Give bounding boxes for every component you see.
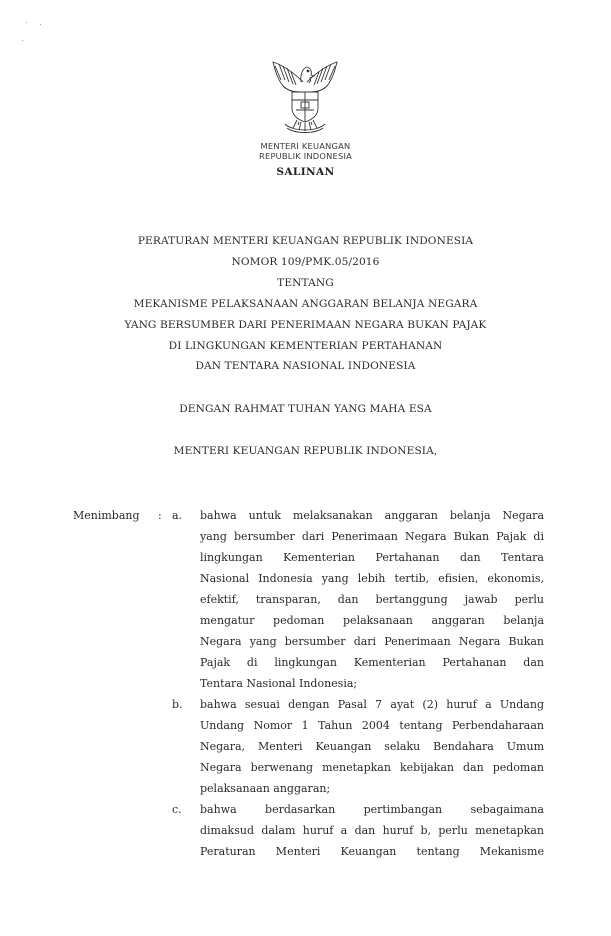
salinan-label: SALINAN [276,166,335,178]
rahmat-line: DENGAN RAHMAT TUHAN YANG MAHA ESA [179,403,432,415]
subject-line-2: YANG BERSUMBER DARI PENERIMAAN NEGARA BUKAN PAJAK [124,319,487,331]
item-b-line: Negara, Menteri Keuangan selaku Bendahara Umum [200,740,544,753]
item-a-line: Nasional Indonesia yang lebih tertib, efisien, ekonomis, [200,572,544,585]
item-b-line: pelaksanaan anggaran; [200,782,331,795]
item-a-line: efektif, transparan, dan bertanggung jawab perlu [200,593,544,606]
ministry-line-1: MENTERI KEUANGAN [260,141,351,151]
item-marker: b. [172,698,183,711]
regulation-title: PERATURAN MENTERI KEUANGAN REPUBLIK INDONESIA [137,235,474,247]
item-b-line: bahwa sesuai dengan Pasal 7 ayat (2) huruf a Undang [200,698,544,711]
item-a-line: Tentara Nasional Indonesia; [200,677,358,690]
menimbang-label: Menimbang [73,509,140,522]
item-a-line: yang bersumber dari Penerimaan Negara Bukan Pajak di [200,530,544,543]
garuda-emblem-icon [265,52,345,134]
ministry-line-2: REPUBLIK INDONESIA [259,151,352,161]
item-a-line: Negara yang bersumber dari Penerimaan Negara Bukan [200,635,544,648]
subject-line-4: DAN TENTARA NASIONAL INDONESIA [195,360,416,372]
item-a-line: mengatur pedoman pelaksanaan anggaran belanja [200,614,544,627]
regulation-number: NOMOR 109/PMK.05/2016 [231,256,380,268]
item-c-line: Peraturan Menteri Keuangan tentang Mekanisme [200,845,544,858]
item-a-line: lingkungan Kementerian Pertahanan dan Tentara [200,551,544,564]
item-c-line: bahwa berdasarkan pertimbangan sebagaimana [200,803,544,816]
item-marker: c. [172,803,182,816]
item-marker: a. [172,509,183,522]
scan-speck [40,24,41,25]
item-c-line: dimaksud dalam huruf a dan huruf b, perlu menetapkan [200,824,544,837]
subject-line-1: MEKANISME PELAKSANAAN ANGGARAN BELANJA NEGARA [133,298,478,310]
scan-speck [26,22,27,23]
subject-line-3: DI LINGKUNGAN KEMENTERIAN PERTAHANAN [168,340,443,352]
item-b-line: Undang Nomor 1 Tahun 2004 tentang Perbendaharaan [200,719,544,732]
item-a-line: bahwa untuk melaksanakan anggaran belanja Negara [200,509,544,522]
scan-speck [22,40,23,41]
minister-heading: MENTERI KEUANGAN REPUBLIK INDONESIA, [173,445,438,457]
item-b-line: Negara berwenang menetapkan kebijakan dan pedoman [200,761,544,774]
tentang-label: TENTANG [277,277,334,289]
menimbang-colon: : [158,509,162,522]
item-a-line: Pajak di lingkungan Kementerian Pertahanan dan [200,656,544,669]
